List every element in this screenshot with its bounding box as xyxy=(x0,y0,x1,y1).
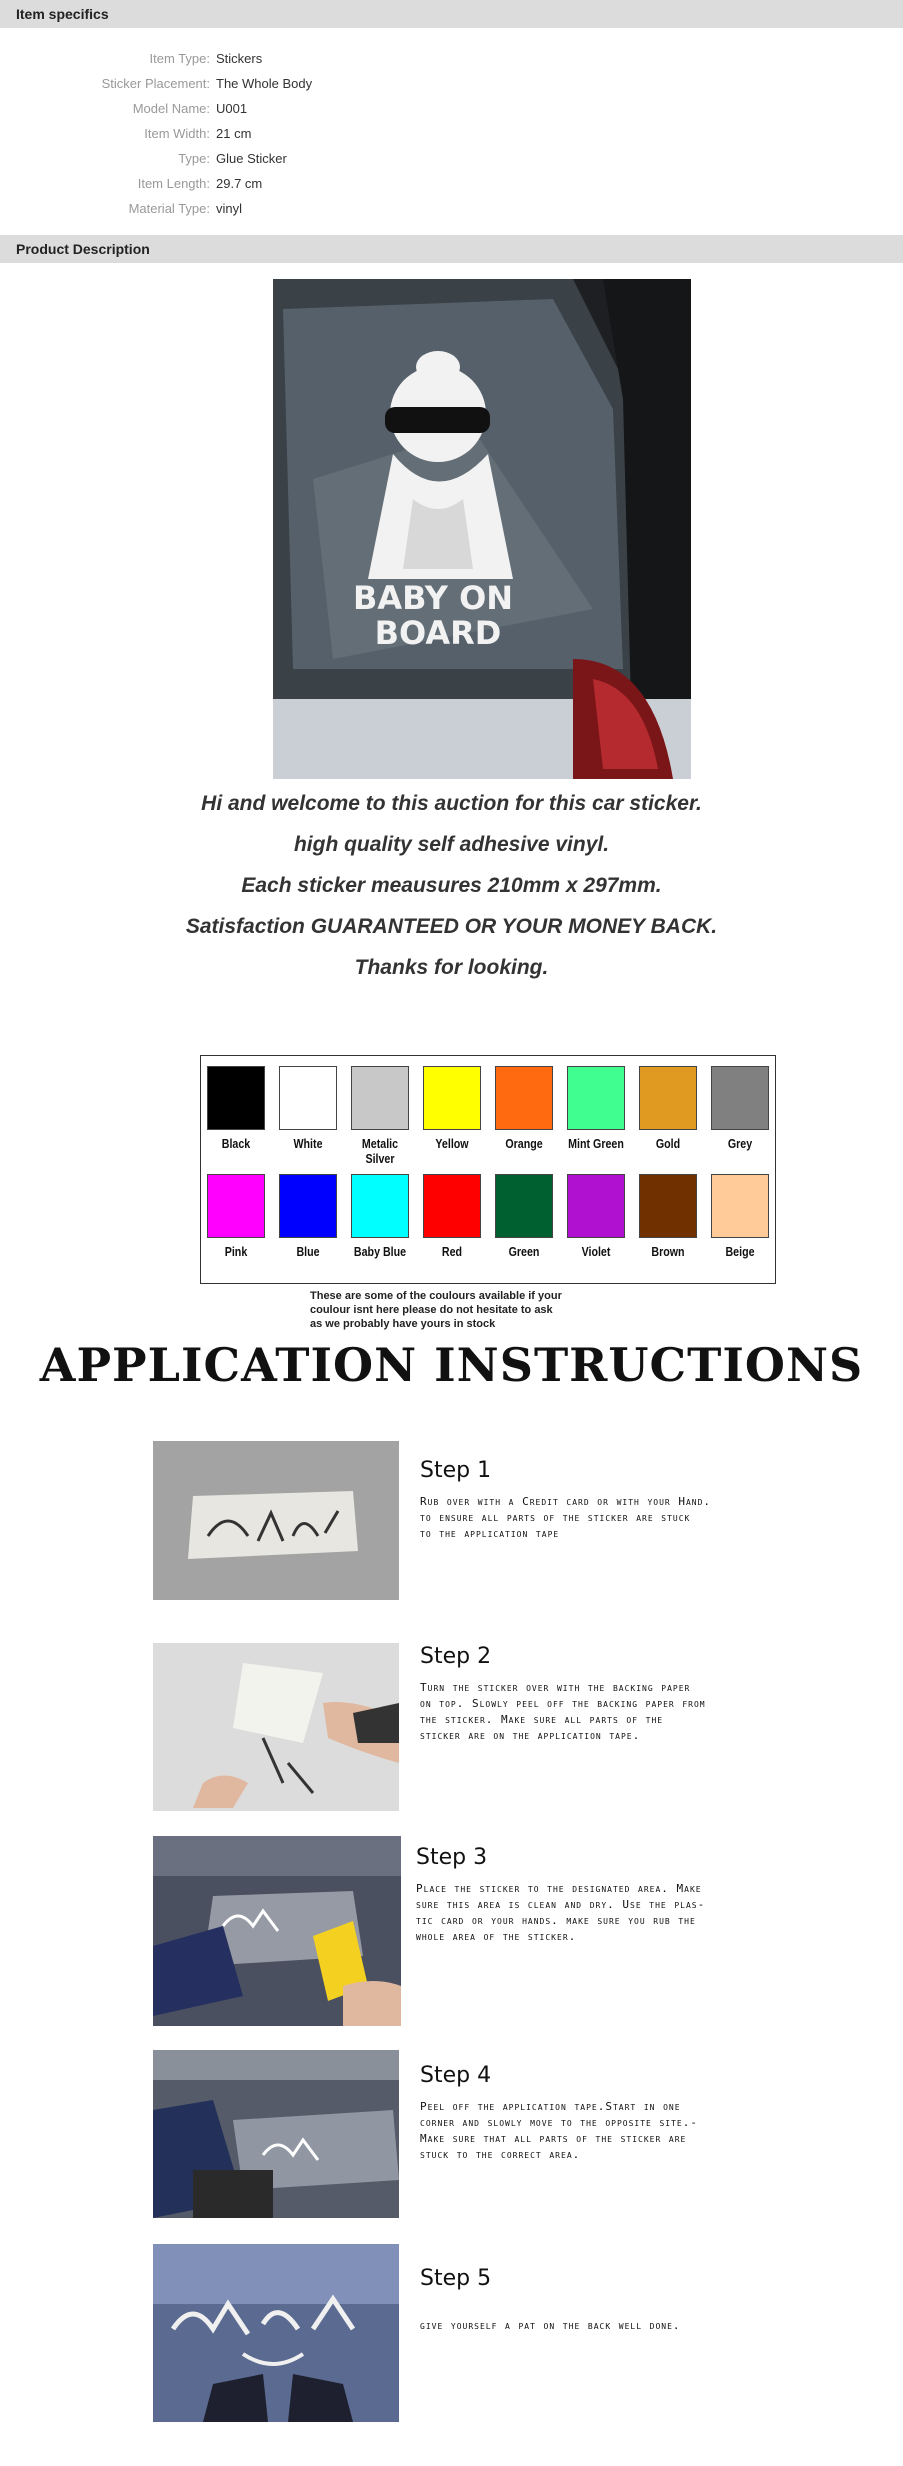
spec-value: 21 cm xyxy=(216,126,252,141)
swatch xyxy=(351,1174,409,1238)
step-text-line: Turn the sticker over with the backing paper xyxy=(420,1681,691,1694)
swatch xyxy=(495,1066,553,1130)
swatch-label: Brown xyxy=(651,1244,685,1259)
step-text-line: Make sure that all parts of the sticker are xyxy=(420,2132,687,2145)
colour-note-line: These are some of the coulours available if your xyxy=(310,1290,562,1302)
step-1-title: Step 1 xyxy=(420,1458,492,1483)
colour-note-line: as we probably have yours in stock xyxy=(310,1318,496,1330)
spec-row xyxy=(0,146,903,171)
spec-row xyxy=(0,96,903,121)
swatch xyxy=(567,1174,625,1238)
spec-label: Item Length: xyxy=(137,176,210,191)
description-line: Thanks for looking. xyxy=(354,956,549,979)
swatch-label: Beige xyxy=(725,1244,755,1259)
car-window-illustration xyxy=(273,279,691,779)
swatch xyxy=(711,1174,769,1238)
spec-row xyxy=(0,171,903,196)
step-2-photo xyxy=(153,1643,399,1811)
swatch-label: Pink xyxy=(224,1244,248,1259)
swatch-label: Yellow xyxy=(435,1136,469,1151)
step-3-text xyxy=(416,1881,796,1945)
spec-value: 29.7 cm xyxy=(216,176,263,191)
step-text-line: corner and slowly move to the opposite site.- xyxy=(420,2116,698,2129)
step-2-text xyxy=(420,1680,800,1744)
swatch-label: Black xyxy=(221,1136,251,1151)
instructions-title: APPLICATION INSTRUCTIONS xyxy=(39,1338,864,1392)
swatch xyxy=(711,1066,769,1130)
spec-value: Glue Sticker xyxy=(216,151,287,166)
spec-label: Material Type: xyxy=(128,201,210,216)
spec-value: The Whole Body xyxy=(216,76,313,91)
step-text-line: on top. Slowly peel off the backing paper from xyxy=(420,1697,706,1710)
swatch xyxy=(639,1066,697,1130)
swatch xyxy=(207,1174,265,1238)
step-5-photo xyxy=(153,2244,399,2422)
spec-value: vinyl xyxy=(216,201,243,216)
swatch-label: Baby Blue xyxy=(353,1244,407,1259)
swatch xyxy=(279,1066,337,1130)
step-text-line: sticker are on the application tape. xyxy=(420,1729,641,1742)
sticker-text-line1: BABY ON xyxy=(352,579,514,617)
step-4-title: Step 4 xyxy=(420,2063,492,2088)
swatch xyxy=(495,1174,553,1238)
spec-row xyxy=(0,196,903,221)
spec-label: Sticker Placement: xyxy=(101,76,210,91)
spec-row xyxy=(0,46,903,71)
swatch xyxy=(567,1066,625,1130)
step-5-title: Step 5 xyxy=(420,2266,492,2291)
swatch xyxy=(279,1174,337,1238)
swatch-label: White xyxy=(293,1136,323,1151)
swatch-label: Gold xyxy=(655,1136,681,1151)
step-text-line: whole area of the sticker. xyxy=(416,1930,577,1943)
spec-label: Model Name: xyxy=(132,101,210,116)
swatch xyxy=(423,1174,481,1238)
step-1-photo xyxy=(153,1441,399,1600)
colour-note-line: coulour isnt here please do not hesitate to ask xyxy=(310,1304,553,1316)
description-line: Hi and welcome to this auction for this car sticker. xyxy=(201,792,702,815)
step-text-line: stuck to the correct area. xyxy=(420,2148,581,2161)
step-4-photo xyxy=(153,2050,399,2218)
step-text-line: tic card or your hands. make sure you rub the xyxy=(416,1914,696,1927)
spec-value: U001 xyxy=(216,101,248,116)
swatch-label: Blue xyxy=(296,1244,320,1259)
step-text-line: give yourself a pat on the back well done. xyxy=(420,2319,681,2332)
colour-note xyxy=(310,1289,630,1331)
step-5-text xyxy=(420,2318,800,2334)
step-2-title: Step 2 xyxy=(420,1644,492,1669)
swatch xyxy=(351,1066,409,1130)
colour-palette xyxy=(200,1055,776,1284)
description-line: Satisfaction GUARANTEED OR YOUR MONEY BACK. xyxy=(185,915,718,938)
step-1-text xyxy=(420,1494,800,1542)
step-text-line: to ensure all parts of the sticker are stuck xyxy=(420,1511,691,1524)
swatch xyxy=(207,1066,265,1130)
item-specifics-header: Item specifics xyxy=(0,0,903,28)
sticker-text-line2: BOARD xyxy=(374,614,502,652)
step-text-line: to the application tape xyxy=(420,1527,560,1540)
swatch-label: Green xyxy=(508,1244,540,1259)
swatch-label: Red xyxy=(441,1244,463,1259)
step-3-photo xyxy=(153,1836,401,2026)
step-text-line: Rub over with a Credit card or with your Hand. xyxy=(420,1495,712,1508)
product-photo xyxy=(273,279,691,779)
spec-row xyxy=(0,71,903,96)
spec-row xyxy=(0,121,903,146)
swatch xyxy=(639,1174,697,1238)
spec-label: Type: xyxy=(178,151,210,166)
description-line: Each sticker meausures 210mm x 297mm. xyxy=(241,874,662,897)
swatch-label: Orange xyxy=(505,1136,543,1151)
product-description-header: Product Description xyxy=(0,235,903,263)
description-line: high quality self adhesive vinyl. xyxy=(293,833,610,856)
step-3-title: Step 3 xyxy=(416,1845,488,1870)
swatch-label: Mint Green xyxy=(568,1136,624,1151)
swatch-label: Grey xyxy=(727,1136,753,1151)
step-text-line: the sticker. Make sure all parts of the xyxy=(420,1713,664,1726)
swatch-label: Violet xyxy=(581,1244,611,1259)
spec-label: Item Width: xyxy=(144,126,210,141)
step-text-line: sure this area is clean and dry. Use the plas- xyxy=(416,1898,706,1911)
step-text-line: Place the sticker to the designated area. Make xyxy=(416,1882,702,1895)
swatch xyxy=(423,1066,481,1130)
swatch-label: Metalic Silver xyxy=(361,1136,399,1166)
step-text-line: Peel off the application tape.Start in one xyxy=(420,2100,681,2113)
spec-value: Stickers xyxy=(216,51,263,66)
step-4-text xyxy=(420,2099,800,2163)
spec-label: Item Type: xyxy=(149,51,210,66)
